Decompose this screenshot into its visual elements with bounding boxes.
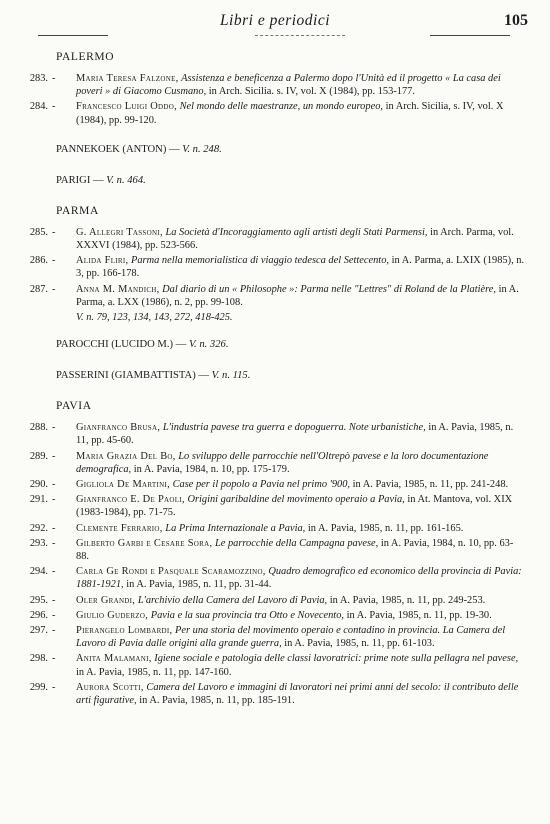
- entry-title: Dal diario di un « Philosophe »: Parma nelle "Lettres" di Roland de la Platière,: [162, 283, 496, 295]
- entry-title: Per una storia del movimento operaio e contadino in provincia. La Camera del Lavoro di Pavia dalle origini alla grande guerra,: [76, 625, 506, 650]
- entry-title: Origini garibaldine del movimento operaio a Pavia,: [187, 494, 405, 506]
- bibliography-entry: 286. - Alida Fliri, Parma nella memorialistica di viaggio tedesca del Settecento, in A. Parma, a. LXIX (1985), n. 3, pp. 166-178.: [0, 254, 550, 280]
- entry-author: Maria Teresa Falzone,: [76, 73, 179, 84]
- bibliography-entry: 298. - Anita Malamani, Igiene sociale e patologia delle classi lavoratrici: prime note sulla pellagra nel pavese, in A. Pavia, 1985, n. 11, pp. 147-160.: [0, 652, 550, 678]
- entry-author: Anita Malamani,: [76, 653, 152, 665]
- section-heading-palermo: PALERMO: [56, 51, 115, 63]
- entry-citation: in Arch. Parma, vol. XXXVI (1984), pp. 523-566.: [76, 226, 514, 252]
- entry-citation: in A. Pavia, 1985, n. 11, pp. 61-103.: [284, 638, 435, 650]
- entry-number: 291.: [29, 494, 48, 506]
- entry-number: 283.: [29, 73, 48, 84]
- bibliography-entry: 292. - Clemente Ferrario, La Prima Internazionale a Pavia, in A. Pavia, 1985, n. 11, pp. 161-165.: [0, 522, 550, 535]
- section-heading-parma: PARMA: [56, 204, 99, 217]
- bibliography-entry: 284. - Francesco Luigi Oddo, Nel mondo delle maestranze, un mondo europeo, in Arch. Sicilia, s. IV, vol. X (1984), pp. 99-120.: [0, 100, 550, 126]
- crossref-name: PARIGI —: [56, 174, 104, 186]
- entry-citation: in A. Pavia, 1985, n. 11, pp. 241-248.: [352, 479, 509, 491]
- bibliography-entry: 283. - Maria Teresa Falzone, Assistenza e beneficenza a Palermo dopo l'Unità ed il progetto « La casa dei poveri » di Giacomo Cusmano, in Arch. Sicilia. s. IV, vol. X (1984), pp. 153-177.: [0, 72, 550, 98]
- entry-number: 289.: [29, 450, 48, 462]
- entry-number: 288.: [29, 422, 48, 434]
- entry-citation: in Arch. Sicilia, s. IV, vol. X (1984), pp. 99-120.: [76, 101, 504, 126]
- crossref-entry: [56, 335, 550, 355]
- crossref-ref: V. n. 115.: [211, 370, 251, 382]
- entry-title: Quadro demografico ed economico della provincia di Pavia: 1881-1921,: [76, 566, 522, 591]
- bibliography-entry: 296. - Giulio Guderzo, Pavia e la sua provincia tra Otto e Novecento, in A. Pavia, 1985, n. 11, pp. 19-30.: [0, 609, 550, 622]
- entry-title: L'archivio della Camera del Lavoro di Pavia,: [137, 594, 328, 606]
- entry-title: Lo sviluppo delle parrocchie nell'Oltrepò pavese e la loro documentazione demografica,: [76, 450, 489, 475]
- entry-citation: in A. Pavia, 1984, n. 10, pp. 175-179.: [133, 463, 290, 475]
- entry-citation: in A. Pavia, 1985, n. 11, pp. 249-253.: [329, 594, 486, 606]
- entry-title: Assistenza e beneficenza a Palermo dopo l'Unità ed il progetto « La casa dei poveri » di Giacomo Cusmano,: [76, 73, 501, 98]
- entry-number: 298.: [29, 653, 48, 665]
- crossref-ref: V. n. 326.: [188, 339, 229, 351]
- entry-citation: in A. Pavia, 1985, n. 11, pp. 31-44.: [126, 579, 272, 591]
- bibliography-entry: 294. - Carla Ge Rondi e Pasquale Scaramozzino, Quadro demografico ed economico della provincia di Pavia: 1881-1921, in A. Pavia, 1985, n. 11, pp. 31-44.: [0, 565, 550, 591]
- entry-title: Nel mondo delle maestranze, un mondo europeo,: [179, 101, 383, 113]
- bibliography-entry: 295. - Oler Grandi, L'archivio della Camera del Lavoro di Pavia, in A. Pavia, 1985, n. 11, pp. 249-253.: [0, 594, 550, 607]
- entry-author: Oler Grandi,: [76, 594, 136, 606]
- entry-number: 297.: [29, 625, 48, 637]
- entry-author: Pierangelo Lombardi,: [76, 625, 173, 637]
- entry-citation: in At. Mantova, vol. XIX (1983-1984), pp. 71-75.: [76, 494, 513, 519]
- entry-author: Clemente Ferrario,: [76, 522, 163, 534]
- entry-citation: in A. Pavia, 1985, n. 11, pp. 185-191.: [139, 695, 295, 707]
- crossref-name: PANNEKOEK (ANTON) —: [56, 143, 180, 155]
- entry-author: Gilberto Garbi e Cesare Sora,: [76, 537, 213, 549]
- entry-author: Carla Ge Rondi e Pasquale Scaramozzino,: [76, 566, 266, 578]
- bibliography-entry: 293. - Gilberto Garbi e Cesare Sora, Le parrocchie della Campagna pavese, in A. Pavia, 1984, n. 10, pp. 63-88.: [0, 537, 550, 563]
- entry-title: La Società d'Incoraggiamento agli artisti degli Stati Parmensi,: [165, 226, 428, 238]
- entry-number: 285.: [29, 226, 48, 238]
- crossref-name: PAROCCHI (LUCIDO M.) —: [56, 339, 187, 351]
- entry-author: Alida Fliri,: [76, 255, 129, 267]
- bibliography-entry: 289. - Maria Grazia Del Bo, Lo sviluppo delle parrocchie nell'Oltrepò pavese e la loro documentazione demografica, in A. Pavia, 1984, n. 10, pp. 175-179.: [0, 450, 550, 476]
- bibliography-entry: 297. - Pierangelo Lombardi, Per una storia del movimento operaio e contadino in provincia. La Camera del Lavoro di Pavia dalle origini alla grande guerra, in A. Pavia, 1985, n. 11, pp. 61-103.: [0, 624, 550, 650]
- entry-author: Gigliola De Martini,: [76, 479, 170, 491]
- entry-author: Maria Grazia Del Bo,: [76, 450, 176, 462]
- entry-author: G. Allegri Tassoni,: [76, 226, 163, 238]
- crossref-ref: V. n. 464.: [106, 174, 146, 186]
- entry-citation: in Arch. Sicilia. s. IV, vol. X (1984), pp. 153-177.: [208, 86, 415, 98]
- entry-number: 296.: [29, 609, 48, 621]
- entry-author: Francesco Luigi Oddo,: [76, 101, 178, 113]
- entry-title: Pavia e la sua provincia tra Otto e Novecento,: [150, 609, 344, 621]
- entry-number: 299.: [29, 681, 48, 693]
- header-rule-middle: [255, 35, 345, 36]
- entry-citation: in A. Pavia, 1985, n. 11, pp. 45-60.: [76, 422, 514, 447]
- bibliography-entry: 299. - Aurora Scotti, Camera del Lavoro e immagini di lavoratori nei primi anni del secolo: il contributo delle arti figurative, in A. Pavia, 1985, n. 11, pp. 185-191.: [0, 681, 550, 707]
- crossref-name: PASSERINI (GIAMBATTISTA) —: [56, 370, 209, 382]
- entry-title: Igiene sociale e patologia delle classi lavoratrici: prime note sulla pellagra nel pavese,: [154, 653, 519, 665]
- entry-number: 286.: [29, 255, 48, 267]
- entry-citation: in A. Parma, a. LXIX (1985), n. 3, pp. 166-178.: [76, 255, 525, 280]
- page-header: [0, 0, 550, 40]
- bibliography-entry: 285. - G. Allegri Tassoni, La Società d'Incoraggiamento agli artisti degli Stati Parmensi, in Arch. Parma, vol. XXXVI (1984), pp. 523-566.: [0, 226, 550, 252]
- entry-citation: in A. Pavia, 1985, n. 11, pp. 147-160.: [76, 666, 232, 678]
- entry-title: Case per il popolo a Pavia nel primo '900,: [172, 479, 351, 491]
- entry-number: 295.: [29, 594, 48, 606]
- bibliography-entry: 291. - Gianfranco E. De Paoli, Origini garibaldine del movimento operaio a Pavia, in At. Mantova, vol. XIX (1983-1984), pp. 71-75.: [0, 493, 550, 519]
- entry-citation: in A. Pavia, 1984, n. 10, pp. 63-88.: [76, 537, 514, 563]
- entry-number: 290.: [29, 479, 48, 491]
- bibliography-content: [0, 48, 550, 709]
- entry-citation: in A. Pavia, 1985, n. 11, pp. 19-30.: [346, 609, 492, 621]
- header-rule-right: [430, 35, 510, 36]
- bibliography-entry: 290. - Gigliola De Martini, Case per il popolo a Pavia nel primo '900, in A. Pavia, 1985, n. 11, pp. 241-248.: [0, 478, 550, 491]
- entry-title: La Prima Internazionale a Pavia,: [165, 522, 306, 534]
- entry-author: Giulio Guderzo,: [76, 609, 149, 621]
- entry-author: Aurora Scotti,: [76, 681, 144, 693]
- crossref-entry: [56, 366, 550, 386]
- entry-author: Gianfranco E. De Paoli,: [76, 494, 185, 506]
- section-heading-pavia: PAVIA: [56, 400, 92, 413]
- entry-number: 293.: [29, 537, 48, 549]
- crossref-ref: V. n. 248.: [182, 143, 222, 155]
- header-rule-left: [38, 35, 108, 36]
- entry-number: 284.: [29, 101, 48, 113]
- page-number: 105: [504, 12, 528, 29]
- entry-title: Parma nella memorialistica di viaggio tedesca del Settecento,: [131, 255, 389, 267]
- entry-number: 287.: [29, 283, 48, 295]
- running-title: Libri e periodici: [219, 12, 331, 29]
- entry-citation: in A. Pavia, 1985, n. 11, pp. 161-165.: [307, 522, 464, 534]
- crossref-entry: [56, 171, 550, 191]
- section-crossref-list: V. n. 79, 123, 134, 143, 272, 418-425.: [76, 312, 233, 324]
- bibliography-entry: 287. - Anna M. Mandich, Dal diario di un « Philosophe »: Parma nelle "Lettres" di Roland de la Platière, in A. Parma, a. LXX (1986), n. 2, pp. 99-108.: [0, 283, 550, 309]
- entry-citation: in A. Parma, a. LXX (1986), n. 2, pp. 99-108.: [76, 283, 519, 308]
- entry-author: Gianfranco Brusa,: [76, 422, 161, 434]
- entry-title: Camera del Lavoro e immagini di lavoratori nei primi anni del secolo: il contributo delle arti figurative,: [76, 681, 519, 707]
- entry-number: 294.: [29, 566, 48, 578]
- crossref-entry: [56, 140, 550, 160]
- entry-title: Le parrocchie della Campagna pavese,: [214, 537, 379, 549]
- bibliography-entry: 288. - Gianfranco Brusa, L'industria pavese tra guerra e dopoguerra. Note urbanistiche, in A. Pavia, 1985, n. 11, pp. 45-60.: [0, 421, 550, 447]
- entry-number: 292.: [29, 522, 48, 534]
- entry-author: Anna M. Mandich,: [76, 283, 160, 295]
- entry-title: L'industria pavese tra guerra e dopoguerra. Note urbanistiche,: [162, 422, 426, 434]
